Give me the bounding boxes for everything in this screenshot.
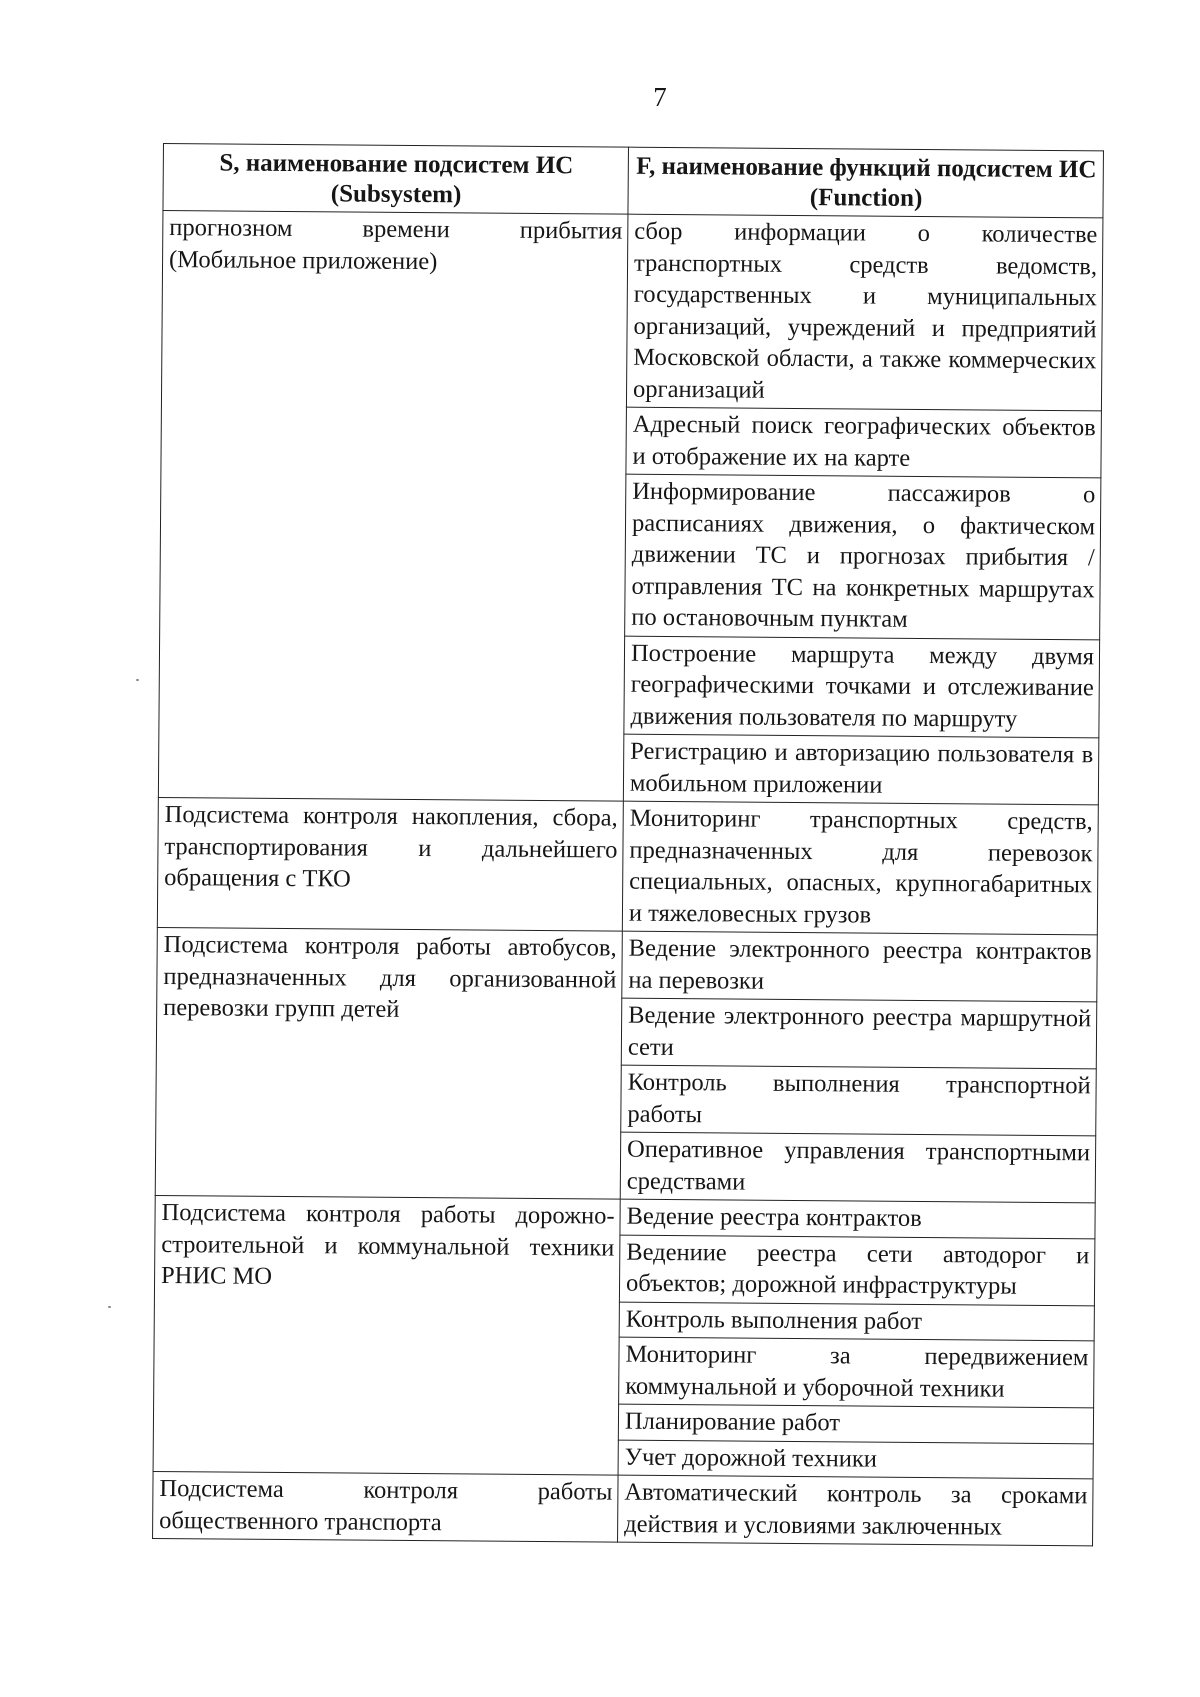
- function-cell: Адресный поиск географических объектов и отображение их на карте: [626, 407, 1102, 478]
- function-cell: Регистрацию и авторизацию пользователя в мобильном приложении: [623, 734, 1099, 805]
- header-function: F, наименование функций подсистем ИС (Function): [628, 147, 1104, 218]
- table-header-row: [163, 144, 1103, 218]
- subsystem-cell: Подсистема контроля работы дорожно-строительной и коммунальной техники РНИС МО: [153, 1195, 620, 1475]
- function-cell: Ведение реестра контрактов: [620, 1199, 1095, 1238]
- table-row: [157, 797, 1098, 934]
- scan-speck: [136, 679, 139, 681]
- function-cell: Планирование работ: [618, 1404, 1093, 1443]
- page-number: 7: [653, 82, 667, 112]
- function-cell: Мониторинг за передвижением коммунальной и уборочной техники: [619, 1337, 1095, 1408]
- function-cell: Контроль выполнения транспортной работы: [621, 1065, 1097, 1136]
- subsystem-cell: Подсистема контроля накопления, сбора, транспортирования и дальнейшего обращения с ТКО: [157, 797, 623, 931]
- scan-speck: [108, 1306, 111, 1308]
- function-cell: Построение маршрута между двумя географическими точками и отслеживание движения пользователя по маршруту: [624, 636, 1100, 738]
- function-cell: Учет дорожной техники: [618, 1440, 1093, 1479]
- function-cell: Ведение электронного реестра маршрутной сети: [621, 998, 1097, 1069]
- header-subsystem: S, наименование подсистем ИС (Subsystem): [163, 144, 629, 215]
- subsystem-cell: прогнозном времени прибытия (Мобильное приложение): [158, 211, 628, 802]
- table-row: [157, 927, 1097, 1001]
- subsystem-cell: Подсистема контроля работы общественного транспорта: [153, 1471, 619, 1542]
- function-cell: Оперативное управления транспортными средствами: [620, 1132, 1096, 1203]
- subsystem-cell: Подсистема контроля работы автобусов, предназначенных для организованной перевозки групп детей: [155, 927, 622, 1199]
- function-cell: Мониторинг транспортных средств, предназначенных для перевозок специальных, опасных, крупногабаритных и тяжеловесных грузов: [622, 801, 1098, 935]
- function-cell: Ведение электронного реестра контрактов на перевозки: [622, 931, 1098, 1002]
- function-cell: Ведениие реестра сети автодорог и объектов; дорожной инфраструктуры: [619, 1235, 1095, 1306]
- table-row: [161, 211, 1102, 411]
- subsystems-functions-table: [152, 143, 1104, 1546]
- function-cell: Контроль выполнения работ: [619, 1302, 1094, 1341]
- function-cell: Автоматический контроль за сроками действия и условиями заключенных: [618, 1475, 1094, 1546]
- table-row: [155, 1195, 1095, 1238]
- function-cell: сбор информации о количестве транспортных средств ведомств, государственных и муниципальных организаций, учреждений и предприятий Московской области, а также коммерческих организаций: [626, 214, 1103, 411]
- table-row: [153, 1471, 1093, 1545]
- function-cell: Информирование пассажиров о расписаниях движения, о фактическом движении ТС и прогнозах прибытия / отправления ТС на конкретных маршрутах по остановочным пунктам: [625, 474, 1101, 639]
